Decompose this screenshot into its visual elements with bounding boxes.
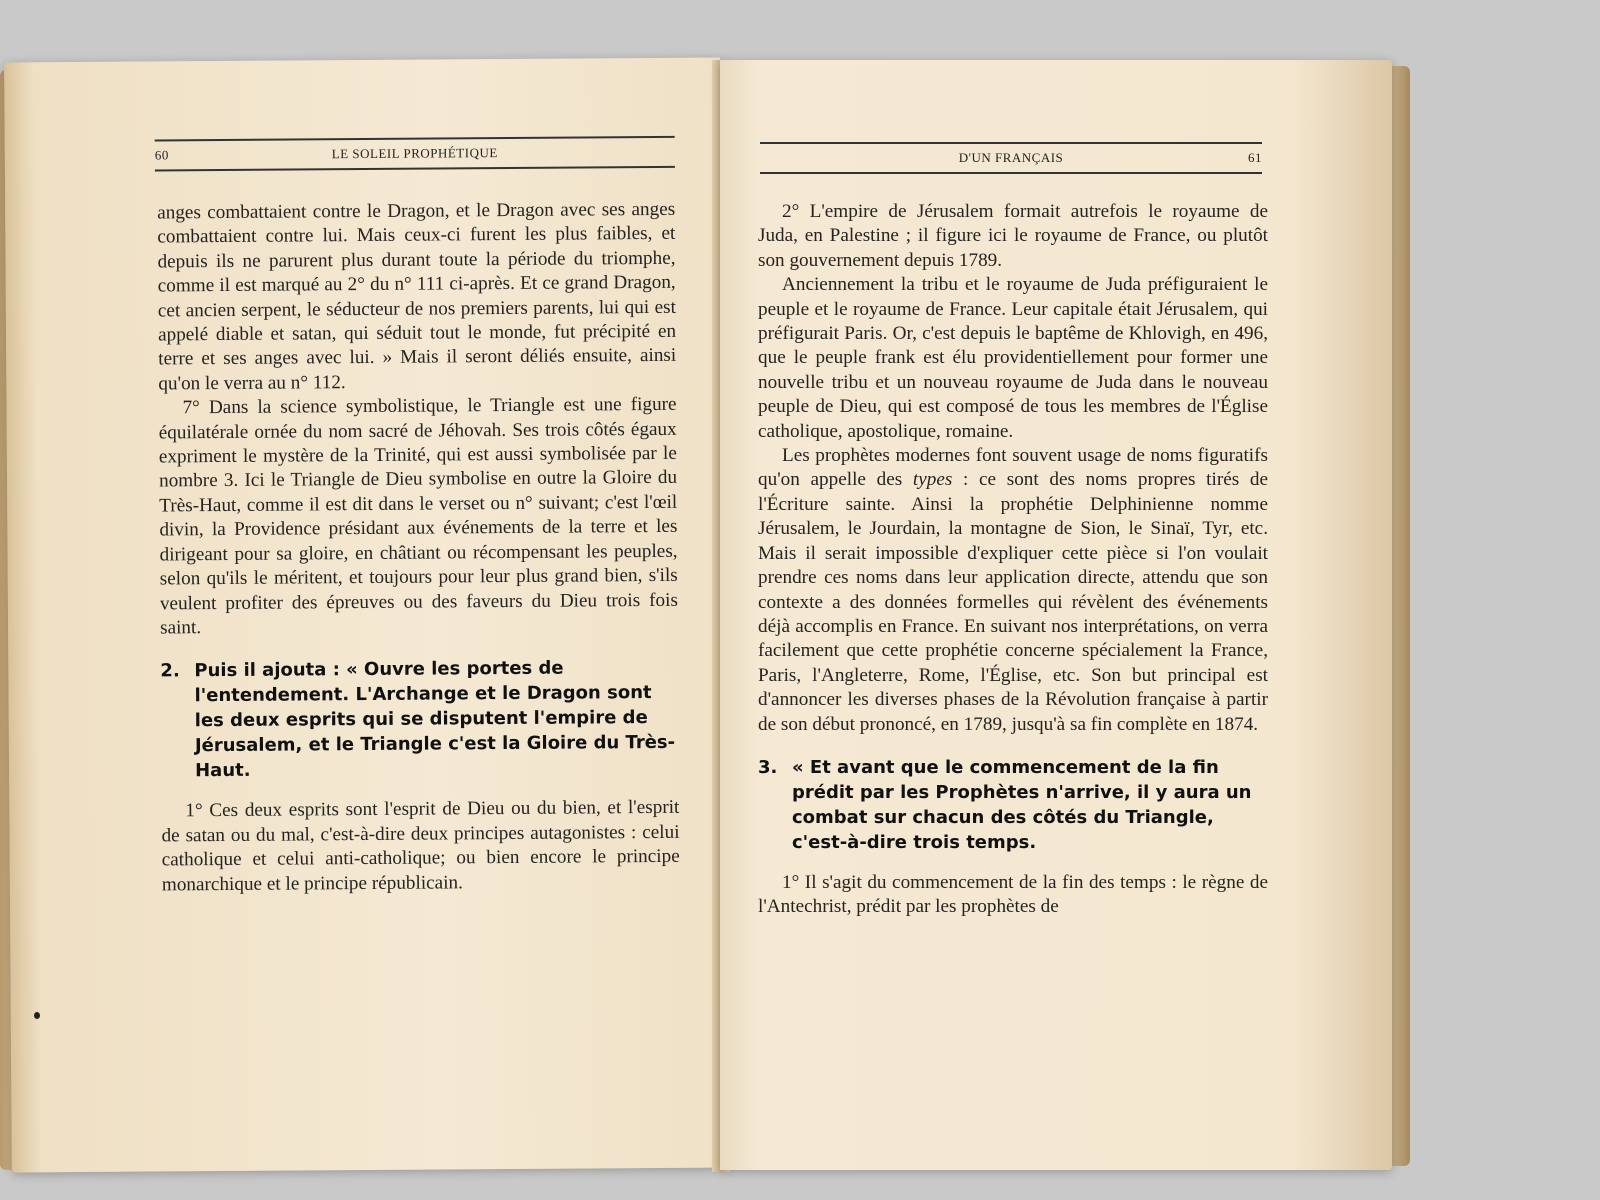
- left-paragraph-3: 1° Ces deux esprits sont l'esprit de Dieu ou du bien, et l'esprit de satan ou du mal, c'est-à-dire deux principes autagonistes : celui catholique et celui anti-catholique; ou bien encore le principe monarchique et le principe républicain.: [161, 797, 680, 895]
- open-book: [0, 60, 1418, 1185]
- left-paragraph-1: anges combattaient contre le Dragon, et le Dragon avec ses anges combattaient contre lui. Mais ceux-ci furent les plus faibles, et depuis ils ne parurent plus durant toute la période du triomphe, comme il est marqué au 2° du n° 111 ci-après. Et ce grand Dragon, cet ancien serpent, le séducteur de nos premiers parents, lui qui est appelé diable et satan, qui séduit tout le monde, fut précipité en terre et ses anges avec lui. » Mais il seront déliés ensuite, ainsi qu'on le verra au n° 112.: [157, 198, 677, 395]
- binding-mark: [34, 1012, 40, 1019]
- left-verse: [160, 655, 679, 784]
- right-paragraph-2: Anciennement la tribu et le royaume de Juda préfiguraient le peuple et le royaume de France. Leur capitale était Jérusalem, qui préfigurait Paris. Or, c'est depuis le baptême de Khlovigh, en 496, que le peuple frank est élu providentiellement pour former une nouvelle tribu et un nouveau royaume de Juda dans le nouveau peuple de Dieu, qui est composé de tous les membres de l'Église catholique, apostolique, romaine.: [758, 274, 1268, 442]
- left-running-head: LE SOLEIL PROPHÉTIQUE: [331, 145, 498, 162]
- left-page-text: [157, 198, 680, 898]
- left-page-number: 60: [154, 147, 169, 163]
- left-paragraph-2: 7° Dans la science symbolistique, le Triangle est une figure équilatérale ornée du nom sacré de Jéhovah. Ses trois côtés égaux expriment le mystère de la Trinité, qui est aussi symbolisée par le nombre 3. Ici le Triangle de Dieu symbolise en outre la Gloire du Très-Haut, comme il est dit dans le verset ou n° suivant; c'est l'œil divin, la Providence présidant aux événements de la terre et les dirigeant pour sa gloire, en châtiant ou récompensant les peuples, selon qu'ils le méritent, et toujours pour leur plus grand bien, s'ils veulent profiter des épreuves ou des faveurs du Dieu trois fois saint.: [158, 394, 678, 639]
- right-running-header: [760, 142, 1262, 174]
- left-verse-number: 2.: [160, 660, 180, 682]
- right-paragraph-4: 1° Il s'agit du commencement de la fin des temps : le règne de l'Antechrist, prédit par les prophètes de: [758, 871, 1268, 918]
- types-after: : ce sont des noms propres tirés de l'Écriture sainte. Ainsi la prophétie Delphinienne nomme Jérusalem, le Jourdain, la montagne de Sion, le Sinaï, Tyr, etc. Mais il serait impossible d'expliquer cette pièce si l'on voulait prendre ces noms dans leur application directe, attendu que son contexte a des données formelles qui révèlent des événements déjà accomplis en France. En suivant nos interprétations, on verra facilement que cette prophétie concerne spécialement la France, Paris, l'Angleterre, Rome, l'Église, etc. Son but principal est d'annoncer les diverses phases de la Révolution française à partir de son début prononcé, en 1789, jusqu'à sa fin complète en 1874.: [758, 469, 1268, 735]
- right-paragraph-3: [758, 444, 1268, 737]
- right-verse: [758, 755, 1268, 855]
- right-page-number: 61: [1248, 150, 1262, 165]
- left-page: [4, 58, 728, 1173]
- left-running-header: [155, 136, 675, 172]
- types-italic: types: [912, 469, 953, 491]
- right-page: [720, 60, 1392, 1170]
- right-page-text: [758, 200, 1268, 920]
- types-before: Les prophètes modernes font souvent usage de noms figuratifs qu'on appelle des: [758, 445, 1268, 491]
- right-verse-number: 3.: [758, 756, 778, 778]
- right-paragraph-1: 2° L'empire de Jérusalem formait autrefois le royaume de Juda, en Palestine ; il figure ici le royaume de France, ou plutôt son gouvernement depuis 1789.: [758, 201, 1268, 271]
- right-running-head: D'UN FRANÇAIS: [958, 150, 1064, 165]
- left-verse-text: Puis il ajouta : « Ouvre les portes de l'entendement. L'Archange et le Dragon sont les deux esprits qui se disputent l'empire de Jérusalem, et le Triangle c'est la Gloire du Très-Haut.: [194, 657, 676, 782]
- right-verse-text: « Et avant que le commencement de la fin prédit par les Prophètes n'arrive, il y aura un combat sur chacun des côtés du Triangle, c'est-à-dire trois temps.: [792, 756, 1252, 853]
